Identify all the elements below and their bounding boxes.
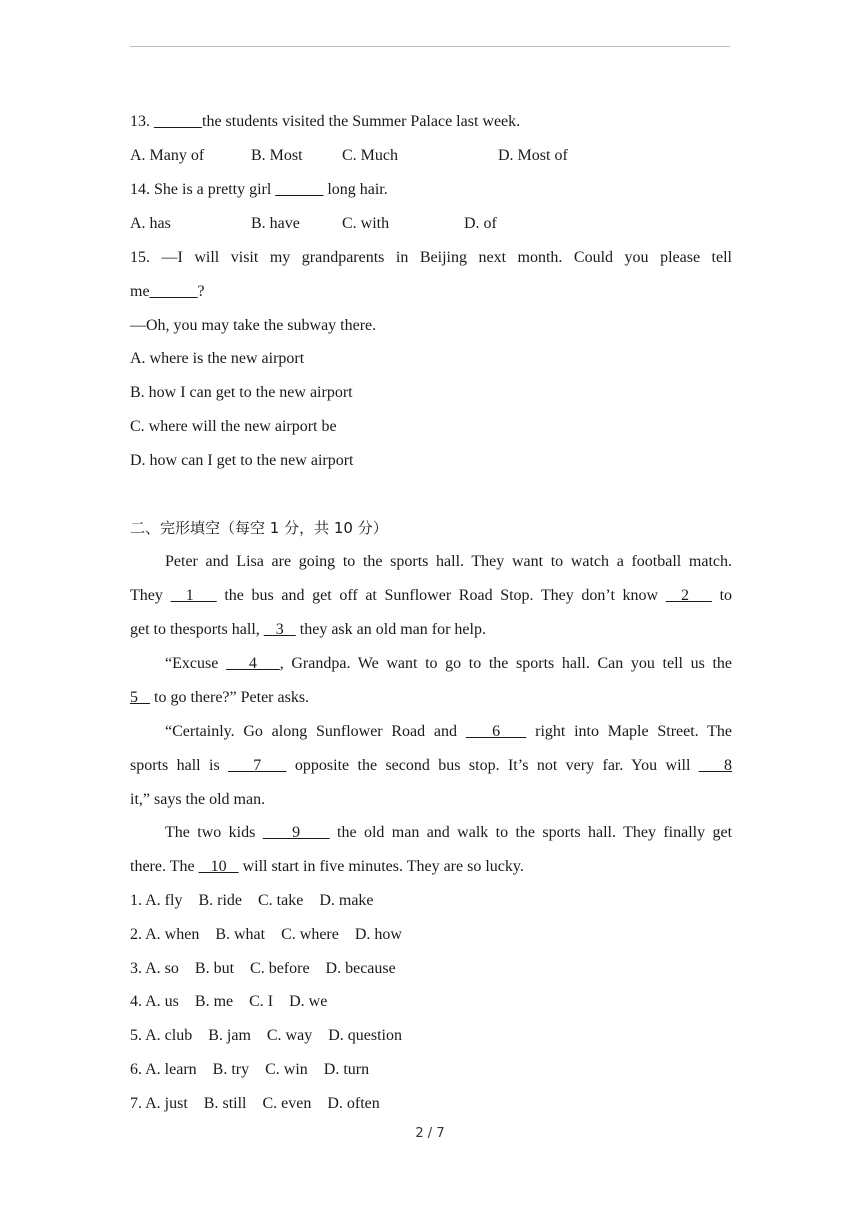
option-c: C. Much (342, 147, 398, 164)
question-15-line2 (130, 282, 732, 302)
cloze-blank-6: 6 (465, 723, 527, 740)
header-rule (130, 46, 730, 47)
option-b: B. how I can get to the new airport (130, 384, 353, 401)
question-14 (130, 180, 732, 200)
passage-line (130, 586, 732, 606)
option-c: C. where will the new airport be (130, 418, 337, 435)
cloze-option-row: 7. A. just B. still C. even D. often (130, 1095, 380, 1112)
passage-text: They (130, 587, 163, 604)
cloze-option-row: 5. A. club B. jam C. way D. question (130, 1027, 402, 1044)
cloze-option-row: 2. A. when B. what C. where D. how (130, 926, 402, 943)
passage-line (130, 722, 732, 742)
section-heading: 二、完形填空（每空 1 分，共 10 分） (130, 519, 388, 537)
question-text: long hair. (323, 181, 388, 198)
passage-text: the bus and get off at Sunflower Road Stop. They don’t know (224, 587, 659, 604)
passage-line: it,” says the old man. (130, 791, 266, 808)
passage-text: to (719, 587, 733, 604)
question-text: the students visited the Summer Palace last week. (202, 113, 521, 130)
question-14-options (130, 214, 732, 234)
option-a: A. where is the new airport (130, 350, 305, 367)
passage-line: Peter and Lisa are going to the sports hall. They want to watch a football match. (165, 553, 732, 570)
question-15-reply: —Oh, you may take the subway there. (130, 317, 377, 334)
cloze-blank-1: 1 (170, 587, 217, 604)
answer-blank: ______ (149, 283, 198, 300)
question-13-options (130, 146, 732, 166)
passage-text: there. The (130, 858, 195, 875)
passage-line (130, 654, 732, 674)
passage-line (130, 620, 732, 640)
option-a: A. Many of (130, 147, 205, 164)
option-d: D. Most of (498, 147, 568, 164)
passage-text: get to thesports hall, (130, 621, 260, 638)
cloze-blank-3: 3 (263, 621, 296, 638)
question-text: ? (197, 283, 205, 300)
page-number: 2 / 7 (415, 1126, 445, 1141)
passage-line (130, 688, 732, 708)
cloze-blank-5: 5 (130, 689, 150, 706)
passage-text: The two kids (165, 824, 256, 841)
option-b: B. have (251, 215, 300, 232)
passage-text: “Excuse (165, 655, 219, 672)
passage-text: “Certainly. Go along Sunflower Road and (165, 723, 458, 740)
answer-blank: ______ (275, 181, 324, 198)
cloze-blank-9: 9 (262, 824, 330, 841)
option-c: C. with (342, 215, 390, 232)
option-d: D. of (464, 215, 497, 232)
cloze-option-row: 3. A. so B. but C. before D. because (130, 960, 396, 977)
passage-text: will start in five minutes. They are so lucky. (242, 858, 524, 875)
answer-blank: ______ (154, 113, 202, 130)
option-b: B. Most (251, 147, 303, 164)
passage-text: sports hall is (130, 757, 220, 774)
cloze-option-row: 6. A. learn B. try C. win D. turn (130, 1061, 370, 1078)
cloze-blank-4: 4 (225, 655, 280, 672)
passage-line (130, 857, 732, 877)
option-d: D. how can I get to the new airport (130, 452, 354, 469)
question-13 (130, 112, 732, 132)
cloze-option-row: 4. A. us B. me C. I D. we (130, 993, 328, 1010)
passage-text: to go there?” Peter asks. (154, 689, 310, 706)
passage-text: right into Maple Street. The (535, 723, 733, 740)
cloze-option-row: 1. A. fly B. ride C. take D. make (130, 892, 374, 909)
passage-text: the old man and walk to the sports hall. They finally get (337, 824, 733, 841)
question-number: 13. (130, 113, 154, 130)
cloze-blank-2: 2 (665, 587, 712, 604)
cloze-blank-7: 7 (228, 757, 287, 774)
question-text: 14. She is a pretty girl (130, 181, 276, 198)
cloze-blank-10: 10 (198, 858, 239, 875)
cloze-blank-8: 8 (698, 757, 733, 774)
passage-line (130, 756, 732, 776)
passage-text: , Grandpa. We want to go to the sports hall. Can you tell us the (279, 655, 733, 672)
passage-text: they ask an old man for help. (299, 621, 486, 638)
question-text: me (130, 283, 150, 300)
question-15-line1: 15. —I will visit my grandparents in Beijing next month. Could you please tell (130, 249, 732, 266)
passage-text: opposite the second bus stop. It’s not very far. You will (294, 757, 691, 774)
option-a: A. has (130, 215, 171, 232)
passage-line (130, 823, 732, 843)
